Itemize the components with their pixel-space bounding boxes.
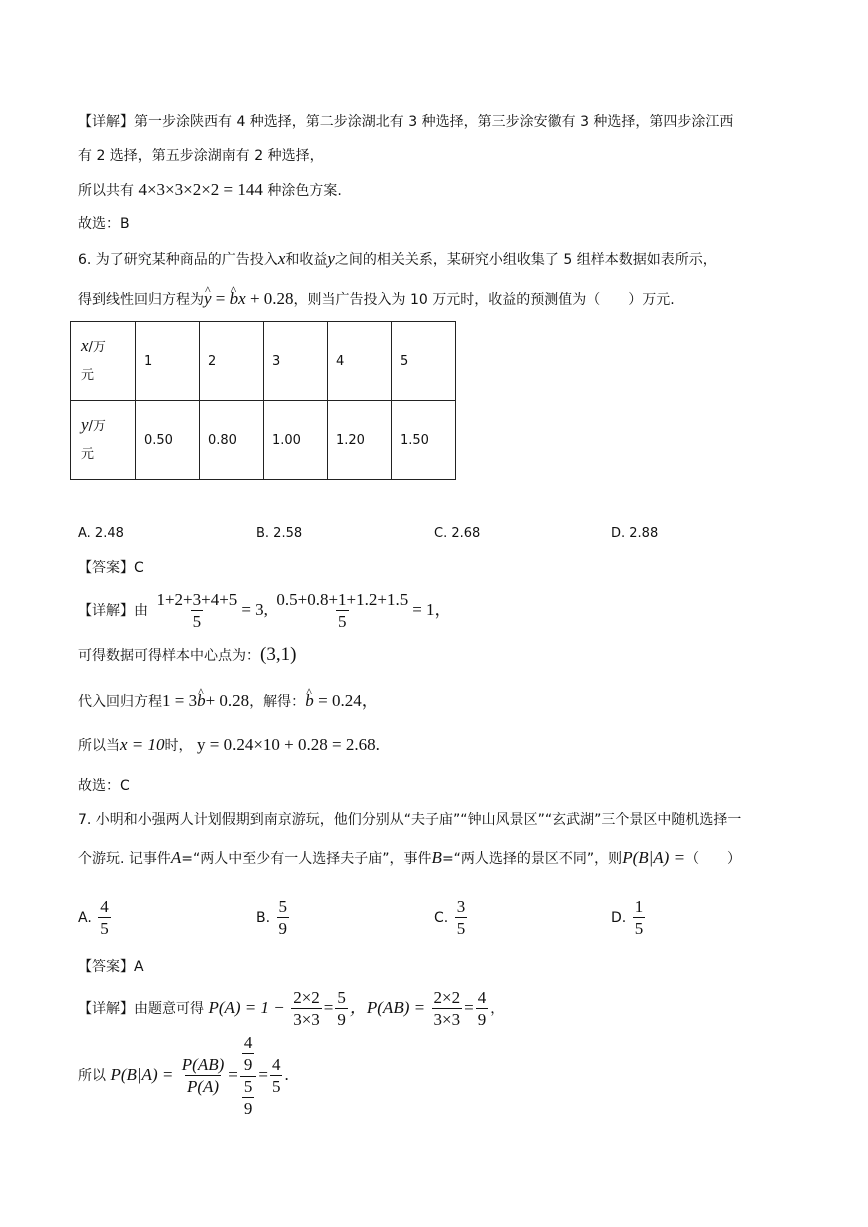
table-cell: 3 bbox=[264, 322, 328, 401]
q7-pab-tail: ， bbox=[490, 1001, 505, 1017]
table-header-x bbox=[71, 322, 136, 401]
q5-choose: 故选：B bbox=[78, 216, 130, 232]
frac-denominator: 5 bbox=[634, 918, 644, 938]
q6-answer: 【答案】C bbox=[78, 560, 144, 576]
frac-numerator: 1+2+3+4+5 bbox=[156, 589, 238, 609]
table-cell: 5 bbox=[392, 322, 456, 401]
q7-pab-lhs: ，P(AB) = bbox=[349, 998, 426, 1017]
table-cell: 1.50 bbox=[392, 401, 456, 480]
q6-when-eq: x = 10 bbox=[120, 735, 165, 754]
option-fraction bbox=[455, 897, 468, 940]
option-fraction bbox=[98, 897, 111, 940]
table-cell: 1.20 bbox=[328, 401, 392, 480]
q7-stem-prob: P(B|A) = bbox=[622, 848, 686, 867]
q6-option-a: A. 2.48 bbox=[78, 526, 124, 541]
q6-sub-eq-b: + 0.28 bbox=[205, 691, 250, 710]
q6-stem-line1 bbox=[78, 249, 717, 270]
q7-stem-line2 bbox=[78, 848, 741, 869]
frac-denominator: 5 bbox=[456, 918, 466, 938]
q5-detail-line2: 有 2 选择，第五步涂湖南有 2 种选择， bbox=[78, 148, 324, 164]
q7-option-a bbox=[78, 895, 113, 941]
q7-so-text: 所以 bbox=[78, 1068, 106, 1084]
q7-pa-lhs: P(A) = 1 − bbox=[208, 998, 285, 1017]
option-fraction bbox=[277, 897, 290, 940]
q6-frac-tail: = 1， bbox=[412, 600, 452, 619]
q5-conclusion bbox=[78, 180, 342, 201]
frac-denominator: 5 bbox=[192, 611, 202, 631]
table-row-y bbox=[71, 401, 456, 480]
frac-denominator: 9 bbox=[243, 1054, 253, 1074]
q5-conclusion-formula: 4×3×3×2×2 = 144 bbox=[138, 180, 263, 199]
q7-detail-label: 【详解】由题意可得 bbox=[78, 1001, 204, 1017]
q7-pa-frac bbox=[291, 988, 322, 1031]
q7-cond-eq: = bbox=[228, 1065, 238, 1084]
table-cell: 0.50 bbox=[136, 401, 200, 480]
q6-b-hat: ^ b bbox=[197, 691, 206, 711]
table-row-x bbox=[71, 322, 456, 401]
frac-numerator: 4 bbox=[271, 1054, 281, 1074]
q6-sub-eq-a: 1 = 3 bbox=[162, 691, 198, 710]
frac-numerator: 5 bbox=[337, 987, 346, 1007]
frac-denominator: 9 bbox=[278, 918, 288, 938]
q6-frac-mid: = 3, bbox=[241, 600, 268, 619]
q6-when-text2: 时， bbox=[164, 738, 193, 754]
q6-choose: 故选：C bbox=[78, 778, 130, 794]
table-header-y bbox=[71, 401, 136, 480]
frac-denominator: 3×3 bbox=[433, 1009, 461, 1029]
frac-numerator: 5 bbox=[278, 896, 288, 916]
q6-data-table bbox=[70, 321, 456, 480]
option-label: D. bbox=[611, 910, 627, 926]
q6-final-eq: y = 0.24×10 + 0.28 = 2.68 bbox=[196, 735, 376, 754]
frac-numerator: 1 bbox=[634, 896, 644, 916]
q6-option-b: B. 2.58 bbox=[256, 526, 303, 541]
q5-conclusion-suffix: 种涂色方案. bbox=[267, 183, 342, 199]
q6-frac-y-mean bbox=[274, 590, 410, 633]
frac-numerator: 4 bbox=[100, 896, 109, 916]
option-label: C. bbox=[434, 910, 449, 926]
q6-var-x: x bbox=[277, 249, 286, 268]
q6-b-hat-2: ^ b bbox=[305, 691, 314, 711]
table-cell: 4 bbox=[328, 322, 392, 401]
q6-detail-means bbox=[78, 587, 452, 634]
q7-event-b: B bbox=[431, 848, 442, 867]
q7-cond-eq2: = bbox=[258, 1065, 268, 1084]
q7-result-frac bbox=[270, 1055, 283, 1098]
table-cell: 0.80 bbox=[200, 401, 264, 480]
frac-denominator: 5 bbox=[338, 611, 347, 631]
frac-denominator: 9 bbox=[337, 1009, 346, 1029]
frac-denominator: 9 bbox=[477, 1009, 487, 1029]
q7-option-d bbox=[611, 895, 647, 941]
q6-center-value: (3,1) bbox=[260, 644, 297, 665]
q7-option-b bbox=[256, 895, 291, 941]
q6-option-c: C. 2.68 bbox=[434, 526, 481, 541]
table-cell: 2 bbox=[200, 322, 264, 401]
q7-stem-text-b: =“两人中至少有一人选择夫子庙”，事件 bbox=[181, 851, 432, 867]
q6-solve-value: = 0.24， bbox=[318, 691, 379, 710]
q6-regression-equation: ^ y = ^ bx + 0.28 bbox=[204, 289, 294, 308]
frac-numerator: 4 bbox=[243, 1032, 253, 1052]
q7-stem-text-a: 个游玩. 记事件 bbox=[78, 851, 171, 867]
frac-numerator: 0.5+0.8+1+1.2+1.5 bbox=[276, 589, 409, 609]
q6-stem-text-b: 和收益 bbox=[285, 252, 328, 268]
q7-stem-line1: 7. 小明和小强两人计划假期到南京游玩，他们分别从“夫子庙”“钟山风景区”“玄武湖”三个景区中随机选择一 bbox=[78, 812, 742, 828]
q6-center-line bbox=[78, 645, 296, 666]
frac-numerator: 4 bbox=[477, 987, 487, 1007]
header-y-unit2: 元 bbox=[81, 447, 95, 462]
frac-denominator: 5 bbox=[100, 918, 109, 938]
q7-answer: 【答案】A bbox=[78, 959, 144, 975]
q7-result-dot: . bbox=[284, 1065, 289, 1084]
q6-stem-text-c: 之间的相关关系，某研究小组收集了 5 组样本数据如表所示， bbox=[334, 252, 717, 268]
q6-center-text: 可得数据可得样本中心点为： bbox=[78, 648, 260, 664]
header-y-var: y bbox=[81, 415, 89, 434]
q7-pab-frac bbox=[432, 988, 463, 1031]
q6-solve-text: ，解得： bbox=[249, 694, 306, 710]
q6-when-text: 所以当 bbox=[78, 738, 120, 754]
header-x-unit: /万 bbox=[88, 340, 106, 355]
q7-cond-frac bbox=[180, 1055, 226, 1098]
table-cell: 1.00 bbox=[264, 401, 328, 480]
q6-frac-x-mean bbox=[154, 590, 239, 633]
q7-stem-paren: （ ） bbox=[685, 851, 742, 867]
q6-substitute-line bbox=[78, 691, 379, 712]
q7-pa-eq: = bbox=[323, 998, 334, 1017]
option-fraction bbox=[633, 897, 646, 940]
q6-sub-text: 代入回归方程 bbox=[78, 694, 162, 710]
table-cell: 1 bbox=[136, 322, 200, 401]
frac-numerator: 2×2 bbox=[293, 987, 320, 1007]
q6-stem-text-a: 6. 为了研究某种商品的广告投入 bbox=[78, 252, 278, 268]
frac-denominator: 5 bbox=[271, 1076, 281, 1096]
header-y-unit: /万 bbox=[88, 419, 106, 434]
frac-numerator: 2×2 bbox=[433, 987, 461, 1007]
nested-bottom bbox=[240, 1076, 257, 1120]
q6-stem-text-d: 得到线性回归方程为 bbox=[78, 292, 204, 308]
header-x-unit2: 元 bbox=[81, 368, 95, 383]
q7-cond-lhs: P(B|A) = bbox=[110, 1065, 174, 1084]
q6-detail-label: 【详解】由 bbox=[78, 603, 148, 619]
nested-top bbox=[240, 1033, 257, 1076]
q5-detail-line1: 【详解】第一步涂陕西有 4 种选择，第二步涂湖北有 3 种选择，第三步涂安徽有 3 种选择，第四步涂江西 bbox=[78, 114, 734, 130]
q7-nested-frac bbox=[240, 1033, 257, 1120]
q7-option-c bbox=[434, 895, 469, 941]
q6-stem-line2 bbox=[78, 289, 675, 310]
q6-option-d: D. 2.88 bbox=[611, 526, 659, 541]
q7-pab-result bbox=[476, 988, 489, 1031]
q7-event-a: A bbox=[170, 848, 182, 867]
frac-numerator: P(AB) bbox=[181, 1054, 225, 1074]
q7-pab-eq: = bbox=[464, 998, 474, 1017]
header-x-var: x bbox=[81, 336, 89, 355]
q6-stem-text-e: ，则当广告投入为 10 万元时，收益的预测值为（ ）万元. bbox=[293, 292, 675, 308]
frac-denominator: 9 bbox=[243, 1098, 253, 1118]
q7-pa-result bbox=[335, 988, 348, 1031]
q5-conclusion-prefix: 所以共有 bbox=[78, 183, 134, 199]
frac-denominator: P(A) bbox=[186, 1076, 220, 1096]
frac-denominator: 3×3 bbox=[293, 1009, 320, 1029]
q6-final-dot: . bbox=[375, 735, 380, 754]
frac-numerator: 3 bbox=[456, 896, 466, 916]
frac-numerator: 5 bbox=[243, 1076, 253, 1096]
option-label: A. bbox=[78, 910, 92, 926]
q7-conditional-line bbox=[78, 1030, 289, 1120]
option-label: B. bbox=[256, 910, 271, 926]
q6-var-y: y bbox=[327, 249, 335, 268]
q6-final-line bbox=[78, 735, 380, 756]
q7-stem-text-c: =“两人选择的景区不同”，则 bbox=[441, 851, 623, 867]
q7-detail-line bbox=[78, 985, 504, 1032]
